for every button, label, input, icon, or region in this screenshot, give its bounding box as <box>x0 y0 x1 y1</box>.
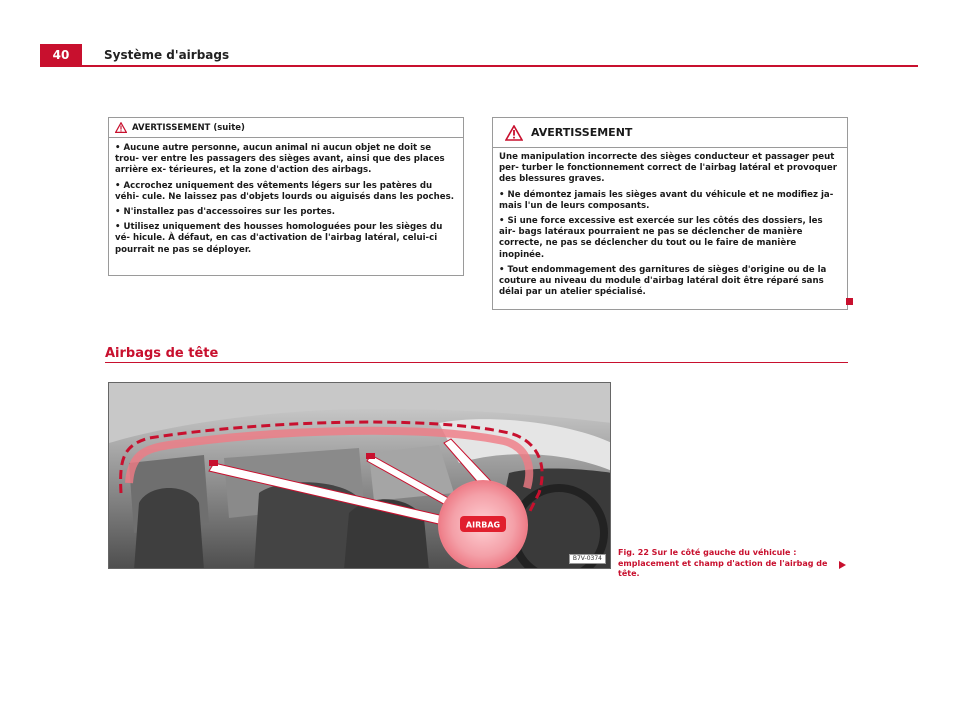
warning-item: • Accrochez uniquement des vêtements légers sur les patères du véhi- cule. Ne laissez pas d'objets lourds ou aiguisés dans les poches. <box>115 181 457 203</box>
section-title: Airbags de tête <box>105 346 219 361</box>
page-number: 40 <box>40 44 82 66</box>
warning-body <box>493 148 847 298</box>
warning-item: • Aucune autre personne, aucun animal ni aucun objet ne doit se trou- ver entre les passagers des sièges avant, ainsi que des places arrière ex- térieures, et la zone d'action des airbags. <box>115 143 457 177</box>
warning-heading: AVERTISSEMENT <box>531 126 633 139</box>
warning-header <box>493 118 847 148</box>
warning-item: • Utilisez uniquement des housses homologuées pour les sièges du vé- hicule. À défaut, en cas d'activation de l'airbag latéral, celui-ci pourrait ne pas se déployer. <box>115 222 457 256</box>
continue-arrow-icon <box>839 561 846 569</box>
warning-triangle-icon <box>505 125 523 141</box>
warning-item: • Ne démontez jamais les sièges avant du véhicule et ne modifiez ja- mais l'un de leurs composants. <box>499 190 841 212</box>
section-end-marker <box>846 298 853 305</box>
warning-item: • Si une force excessive est exercée sur les côtés des dossiers, les air- bags latéraux pourraient ne pas se déclencher de manière correcte, ne pas se déclencher du tout ou le faire de manière inopinée. <box>499 216 841 261</box>
warning-box-continued <box>108 117 464 276</box>
warning-box <box>492 117 848 310</box>
header-rule <box>40 65 918 67</box>
warning-item: • N'installez pas d'accessoires sur les portes. <box>115 207 457 218</box>
head-airbag-figure <box>108 382 611 569</box>
warning-intro: Une manipulation incorrecte des sièges conducteur et passager peut per- turber le fonctionnement correct de l'airbag latéral et provoquer des blessures graves. <box>499 152 837 185</box>
section-rule <box>105 362 848 363</box>
warning-header <box>109 118 463 138</box>
warning-body <box>109 138 463 256</box>
airbag-label: AIRBAG <box>465 520 501 530</box>
page-title: Système d'airbags <box>104 48 230 62</box>
warning-triangle-icon <box>115 122 127 133</box>
car-interior-illustration <box>109 383 611 569</box>
figure-caption: Fig. 22 Sur le côté gauche du véhicule : emplacement et champ d'action de l'airbag de tête. <box>618 548 828 578</box>
warning-item: • Tout endommagement des garnitures de sièges d'origine ou de la couture au niveau du module d'airbag latéral doit être réparé sans délai par un atelier spécialisé. <box>499 265 841 299</box>
figure-code: B7V-0374 <box>569 554 606 564</box>
warning-heading: AVERTISSEMENT (suite) <box>132 122 245 133</box>
